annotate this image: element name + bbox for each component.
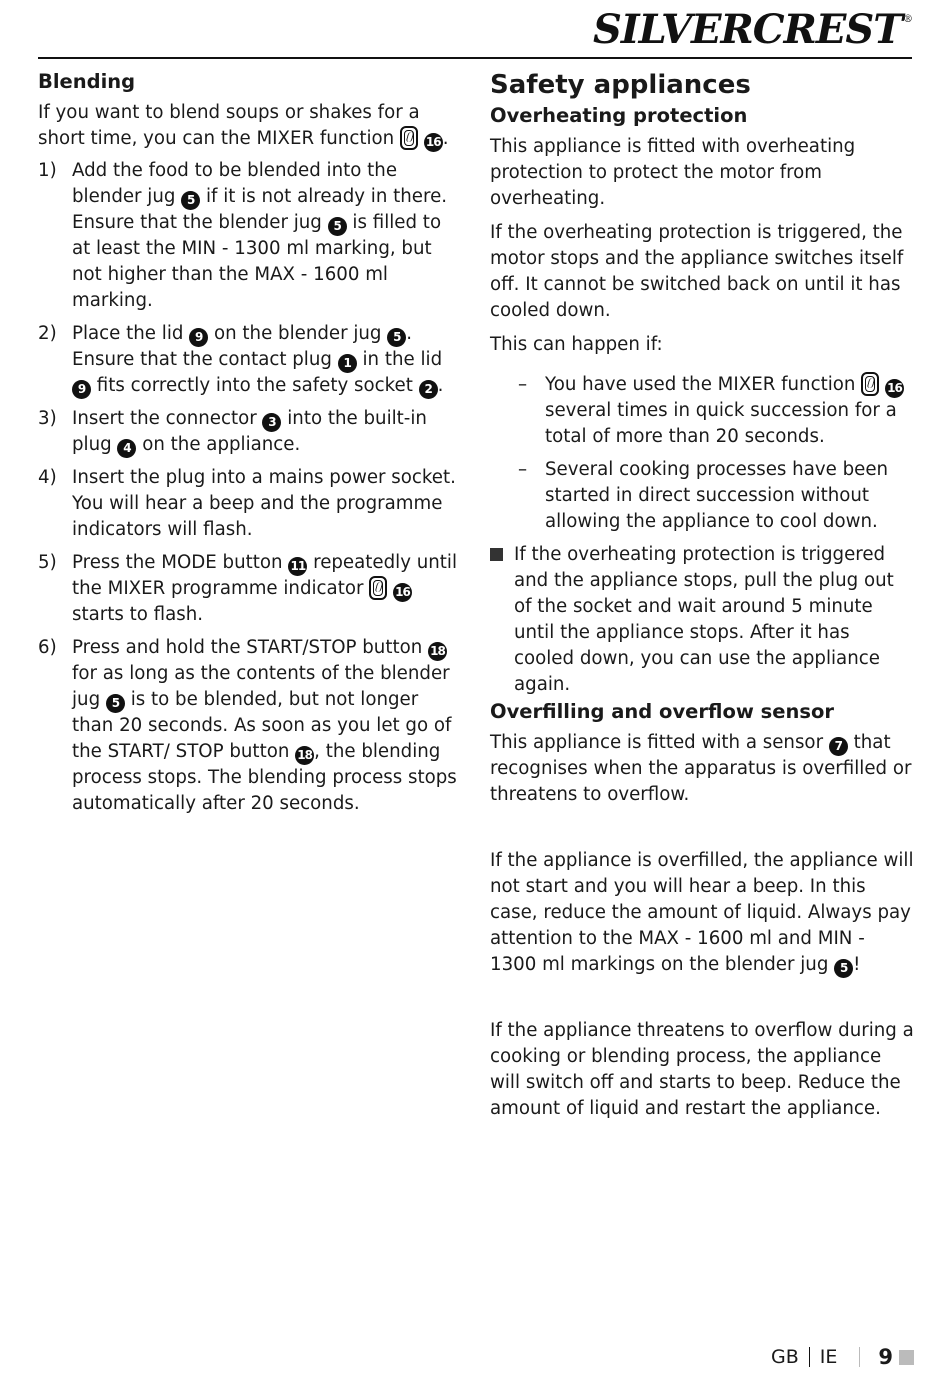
step-number: 3) <box>38 408 57 429</box>
left-column <box>38 68 462 824</box>
language-ie: IE <box>819 1346 838 1368</box>
mixer-function-icon <box>400 126 418 150</box>
overheat-paragraph-2: If the overheating protection is triggered, the motor stops and the appliance switches itself off. It cannot be switched back on until it has cooled down. <box>490 222 904 321</box>
ref-badge: 16 <box>424 133 443 152</box>
ref-badge: 5 <box>834 959 853 978</box>
list-item: – You have used the MIXER function 16 several times in quick succession for a total of more than 20 seconds. <box>490 372 914 450</box>
footer-divider <box>859 1347 860 1367</box>
step-text: Press and hold the START/STOP button 18 for as long as the contents of the blender jug 5 is to be blended, but not longer than 20 seconds. As soon as you let go of the START/ STOP button 18 , the blending process stops. The blending process stops automatically after 20 seconds. <box>72 637 457 814</box>
footer-divider <box>809 1347 810 1367</box>
overfill-paragraph-1: This appliance is fitted with a sensor 7 that recognises when the apparatus is overfilled or threatens to overflow. <box>490 732 912 805</box>
mixer-function-icon <box>369 576 387 600</box>
section-title-blending: Blending <box>38 70 136 93</box>
step-number: 1) <box>38 160 57 181</box>
step-number: 6) <box>38 637 57 658</box>
step-number: 5) <box>38 552 57 573</box>
step-number: 4) <box>38 467 57 488</box>
dash-marker: – <box>518 374 528 395</box>
step-text: Add the food to be blended into the blender jug 5 if it is not already in there. Ensure that the blender jug 5 is filled to at least the MIN - 1300 ml marking, but not higher than the MAX - 1600 ml marking. <box>72 160 448 311</box>
page-marker-square <box>899 1350 914 1365</box>
overheat-causes <box>490 372 914 535</box>
list-item <box>38 406 462 458</box>
overheat-note: If the overheating protection is triggered and the appliance stops, pull the plug out of the socket and wait around 5 minute until the appliance stops. After it has cooled down, you can use the appliance again. <box>490 542 914 698</box>
ref-badge: 2 <box>419 380 438 399</box>
step-text: Place the lid 9 on the blender jug 5 . Ensure that the contact plug 1 in the lid 9 fits correctly into the safety socket 2 . <box>72 321 462 399</box>
list-item <box>38 465 462 543</box>
page-number: 9 <box>878 1345 893 1369</box>
step-text: Press the MODE button 11 repeatedly until the MIXER programme indicator 16 starts to flash. <box>72 552 458 625</box>
list-item <box>38 550 462 628</box>
ref-badge: 5 <box>181 191 200 210</box>
ref-badge: 3 <box>262 413 281 432</box>
ref-badge: 5 <box>106 694 125 713</box>
ref-badge: 18 <box>428 642 447 661</box>
blending-intro: If you want to blend soups or shakes for a short time, you can the MIXER function 16 . <box>38 100 462 152</box>
list-item: – Several cooking processes have been started in direct succession without allowing the appliance to cool down. <box>518 459 889 532</box>
overfill-paragraph-2: If the appliance is overfilled, the appliance will not start and you will hear a beep. In this case, reduce the amount of liquid. Always pay attention to the MAX - 1600 ml and MIN - 1300 ml markings on the blender jug 5 ! <box>490 848 914 978</box>
list-item <box>38 158 462 314</box>
dash-marker: – <box>518 459 528 480</box>
list-item <box>38 321 462 399</box>
blending-steps <box>38 158 462 817</box>
heading-overfilling: Overfilling and overflow sensor <box>490 700 834 723</box>
heading-overheating: Overheating protection <box>490 104 748 127</box>
ref-badge: 16 <box>393 583 412 602</box>
section-title-safety: Safety appliances <box>490 70 751 100</box>
list-item <box>38 635 462 817</box>
square-bullet-icon <box>490 548 503 561</box>
page-footer <box>771 1345 914 1369</box>
header-rule <box>38 57 912 59</box>
language-gb: GB <box>771 1346 799 1368</box>
step-text: Insert the plug into a mains power socket. You will hear a beep and the programme indicators will flash. <box>72 467 456 540</box>
step-number: 2) <box>38 323 57 344</box>
ref-badge: 4 <box>117 439 136 458</box>
ref-badge: 9 <box>72 380 91 399</box>
ref-badge: 16 <box>885 379 904 398</box>
brand-logo: SILVERCREST® <box>593 6 912 53</box>
overheat-paragraph-3: This can happen if: <box>490 334 663 355</box>
mixer-function-icon <box>861 372 879 396</box>
overfill-paragraph-3: If the appliance threatens to overflow during a cooking or blending process, the appliance will switch off and starts to beep. Reduce the amount of liquid and restart the appliance. <box>490 1020 914 1119</box>
ref-badge: 7 <box>829 737 848 756</box>
ref-badge: 9 <box>189 328 208 347</box>
ref-badge: 11 <box>288 557 307 576</box>
ref-badge: 5 <box>387 328 406 347</box>
right-column <box>490 68 914 1122</box>
overheat-paragraph-1: This appliance is fitted with overheating protection to protect the motor from overheating. <box>490 136 856 209</box>
step-text: Insert the connector 3 into the built-in plug 4 on the appliance. <box>72 406 462 458</box>
ref-badge: 18 <box>295 746 314 765</box>
ref-badge: 5 <box>328 217 347 236</box>
ref-badge: 1 <box>338 354 357 373</box>
